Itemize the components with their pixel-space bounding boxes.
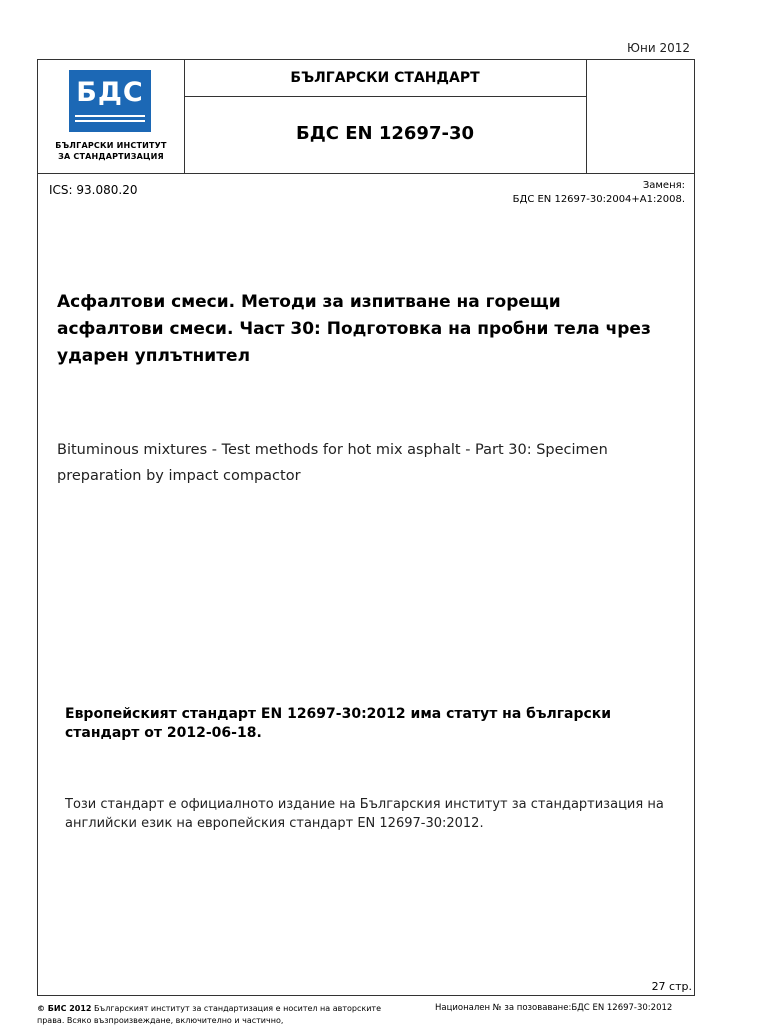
standard-cell — [184, 60, 587, 173]
footer-national-number: Национален № за позоваване:БДС EN 12697-30:2012 — [435, 1003, 673, 1013]
standard-label: БЪЛГАРСКИ СТАНДАРТ — [184, 60, 586, 97]
logo-abbr: БДС — [76, 77, 144, 108]
copyright-text: Българският институт за стандартизация е носител на авторските права. Всяко възпроизвеждане, включително и частично, — [37, 1004, 381, 1025]
adoption-notice: Европейският стандарт EN 12697-30:2012 има статут на български стандарт от 2012-06-18. — [65, 706, 612, 741]
publication-date: Юни 2012 — [627, 41, 690, 55]
footer-copyright — [37, 1003, 387, 1027]
logo-caption-line1: БЪЛГАРСКИ ИНСТИТУТ — [55, 141, 167, 150]
replaces-block — [513, 179, 685, 207]
replaces-label: Заменя: — [642, 180, 685, 191]
page-count: 27 стр. — [651, 980, 692, 993]
cover-header — [38, 60, 694, 174]
title-bulgarian: Асфалтови смеси. Методи за изпитване на горещи асфалтови смеси. Част 30: Подготовка на пробни тела чрез ударен уплътнител — [57, 292, 651, 366]
logo-caption — [38, 140, 184, 162]
logo-cell — [38, 60, 185, 173]
replaces-value: БДС EN 12697-30:2004+A1:2008. — [512, 194, 685, 205]
cover-frame — [37, 59, 695, 996]
logo-caption-line2: ЗА СТАНДАРТИЗАЦИЯ — [58, 152, 164, 161]
standard-number: БДС EN 12697-30 — [296, 123, 474, 144]
bds-logo — [69, 70, 151, 132]
copyright-mark: © БИС 2012 — [37, 1004, 92, 1013]
ics-code: ICS: 93.080.20 — [49, 183, 138, 197]
title-english: Bituminous mixtures - Test methods for hot mix asphalt - Part 30: Specimen preparation by impact compactor — [57, 442, 608, 484]
official-edition-text: Този стандарт е официалното издание на Българския институт за стандартизация на английски език на европейския стандарт EN 12697-30:2012. — [65, 797, 664, 831]
logo-stripe — [75, 115, 145, 117]
logo-stripe — [75, 120, 145, 122]
